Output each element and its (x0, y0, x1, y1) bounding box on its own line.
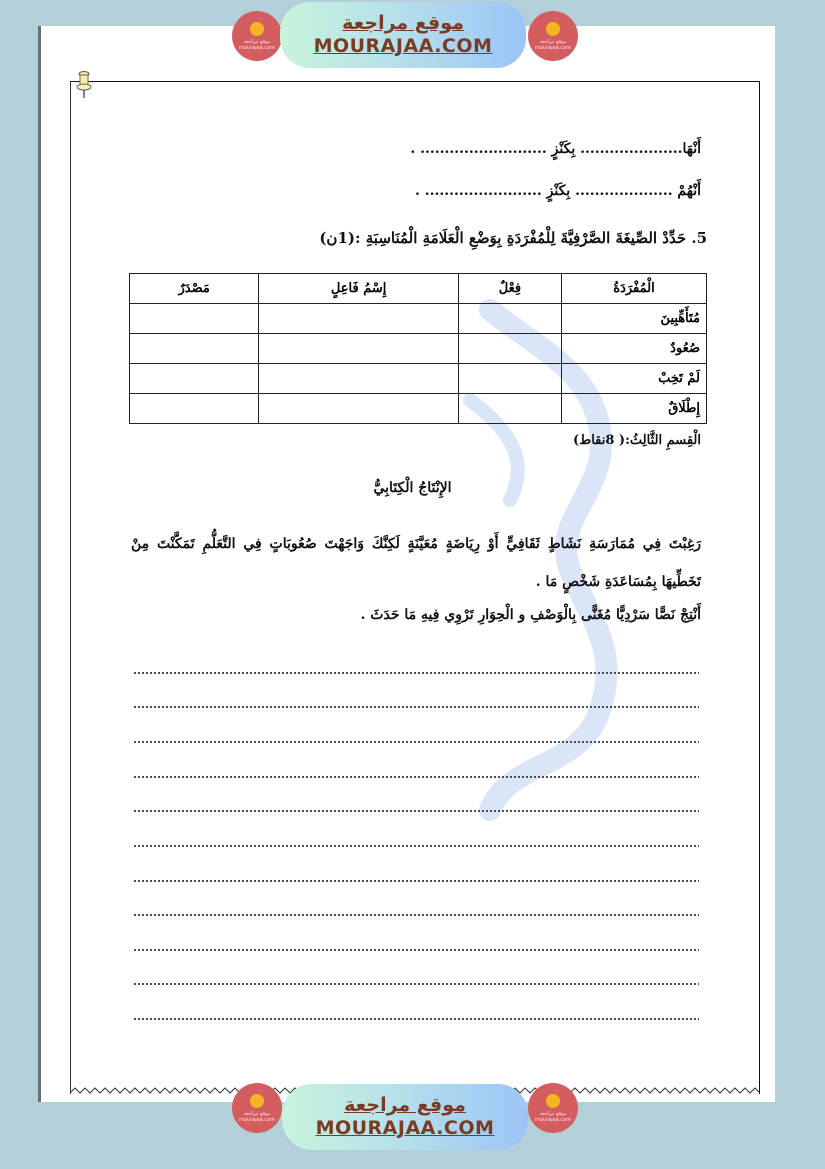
site-badge-right-footer[interactable]: موقع مراجعة mourajaa.com (528, 1083, 578, 1133)
answer-line[interactable] (133, 949, 699, 951)
banner-latin-title[interactable]: MOURAJAA.COM (315, 1117, 495, 1139)
answer-cell[interactable] (259, 334, 459, 364)
header-active-participle: إِسْمُ فَاعِلٍ (259, 274, 459, 304)
table-row: لَمْ تَخِبْ (130, 364, 707, 394)
answer-line[interactable] (133, 983, 699, 985)
answer-cell[interactable] (130, 334, 259, 364)
banner-arabic-title[interactable]: موقع مراجعة (344, 1094, 466, 1116)
table-row: صُعُودٌ (130, 334, 707, 364)
site-badge-left[interactable]: موقع مراجعة mourajaa.com (232, 11, 282, 61)
book-icon (250, 22, 264, 36)
question-5: 5. حَدِّدْ الصِّيغَةَ الصَّرْفِيَّةَ لِلْمُفْرَدَةِ بِوَضْعِ الْعَلَامَةِ الْمُنَاسِبَةِ :(1ن) (319, 229, 707, 247)
site-badge-left-footer[interactable]: موقع مراجعة mourajaa.com (232, 1083, 282, 1133)
answer-cell[interactable] (259, 304, 459, 334)
answer-line[interactable] (133, 914, 699, 916)
fill-in-line-1: أَنْهَا..................... بِكَنْزٍ .......................... . (410, 141, 701, 157)
writing-prompt: رَغِبْتَ فِي مُمَارَسَةِ نَشَاطٍ ثَقَافِيٍّ أَوْ رِيَاضَةٍ مُعَيَّنَةٍ لَكِنَّكَ وَاجَهْتَ صُعُوبَاتٍ فِي التَّعَلُّمِ تَمَكَّنْتَ مِنْ تَخَطِّيهَا بِمُسَاعَدَةِ شَخْصٍ مَا . (131, 536, 701, 590)
answer-line[interactable] (133, 845, 699, 847)
writing-title: الإِنْتَاجُ الْكِتَابِيُّ (373, 480, 452, 496)
answer-line[interactable] (133, 1018, 699, 1020)
answer-cell[interactable] (130, 364, 259, 394)
header-word: الْمُفْرَدَةُ (562, 274, 707, 304)
answer-line[interactable] (133, 672, 699, 674)
table-row: إِطْلَاقٌ (130, 394, 707, 424)
answer-line[interactable] (133, 776, 699, 778)
answer-cell[interactable] (130, 304, 259, 334)
answer-line[interactable] (133, 880, 699, 882)
section-3-heading: الْقِسمِ الثَّالِثُ:( 8نقاط) (573, 433, 701, 448)
answer-cell[interactable] (259, 394, 459, 424)
answer-cell[interactable] (458, 334, 561, 364)
book-icon (546, 1094, 560, 1108)
answer-line[interactable] (133, 810, 699, 812)
book-icon (546, 22, 560, 36)
table-row: مُتَأَهِّبِينَ (130, 304, 707, 334)
site-badge-right[interactable]: موقع مراجعة mourajaa.com (528, 11, 578, 61)
answer-cell[interactable] (458, 304, 561, 334)
answer-line[interactable] (133, 706, 699, 708)
banner-arabic-title[interactable]: موقع مراجعة (342, 12, 464, 34)
answer-cell[interactable] (458, 394, 561, 424)
answer-cell[interactable] (259, 364, 459, 394)
answer-cell[interactable] (458, 364, 561, 394)
banner-latin-title[interactable]: MOURAJAA.COM (313, 35, 493, 57)
fill-in-line-2: أَنْهُمْ .................... بِكَنْزٍ ........................ . (415, 183, 701, 199)
site-banner-top[interactable] (280, 2, 526, 68)
morphology-table (129, 273, 707, 424)
book-icon (250, 1094, 264, 1108)
site-banner-bottom[interactable] (282, 1084, 528, 1150)
pushpin-icon (74, 70, 94, 100)
answer-line[interactable] (133, 741, 699, 743)
header-verb: فِعْلٌ (458, 274, 561, 304)
answer-cell[interactable] (130, 394, 259, 424)
table-header-row (130, 274, 707, 304)
header-verbal-noun: مَصْدَرٌ (130, 274, 259, 304)
writing-task: أَنْتِجْ نَصًّا سَرْدِيًّا مُغَنًّى بِالْوَصْفِ و الْحِوَارِ تَرْوِي فِيهِ مَا حَدَثَ . (360, 607, 701, 623)
